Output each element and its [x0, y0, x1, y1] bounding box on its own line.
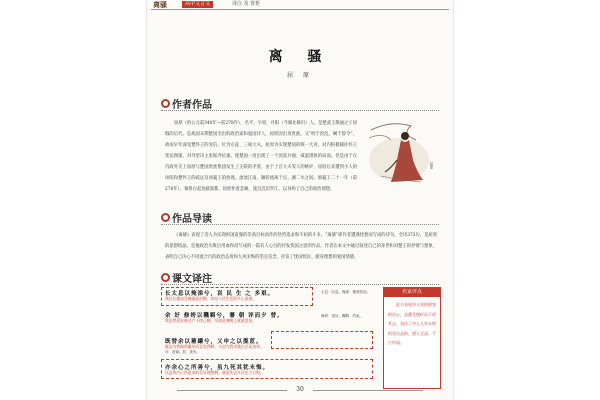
section-bullet-icon [161, 99, 170, 108]
side-note: 谇：进谏。替：废弃。 [165, 350, 200, 354]
series-badge: 高中文言文 [182, 1, 213, 8]
series-subtitle: 译注 及 赏析 [232, 1, 261, 7]
page-title: 离 骚 [268, 49, 332, 65]
verse-text: 长太息以掩涕兮，哀 民 生 之 多艰。 [165, 291, 275, 297]
section-heading-notes [161, 270, 212, 284]
commentary-sidebar [383, 287, 441, 389]
verse-text: 余 好 修姱以鞿羁兮，謇 朝 谇而夕 替。 [165, 313, 284, 319]
book-page [147, 0, 453, 400]
section-heading-label: 作者作品 [172, 99, 212, 111]
author-works-text: 屈原（约公元前340年—前278年），名平，字原，丹阳（今湖北秭归）人。是楚武王熊通之子屈瑕的后代。是战国末期楚国杰出的政治家和爱国诗人，屈原因出身贵族，又“明于治乱，娴于辞令”，故而早年深受楚怀王的宠信，位为左徒、三闾大夫。屈原为实现楚国的统一大业，对内积极辅佐怀王变法图强，对外坚决主张联齐抗秦。使楚国一度出现了一个国富兵强、威震诸侯的局面。但是由于在内政外交上屈原与楚国贵族集团发生了尖锐的矛盾，由于上官大夫等人的嫉妒，屈原后来遭到小人的诬陷和楚怀王的疏远及项襄王的放逐。流放江南，辗转流离于沅、湘二水之间。顷襄王二十一年（前278年），秦将白起攻破郢都，屈原怀着悲痛，遂自沉汨罗江，以身殉了自己的政治理想。 [165, 121, 357, 192]
section-bullet-icon [161, 213, 170, 222]
section-heading-author-works [161, 96, 212, 110]
verse-text: 亦余心之所善兮，虽九死其犹未悔。 [165, 365, 270, 371]
qu-yuan-illustration [361, 110, 437, 188]
annotated-verse-area [161, 285, 377, 390]
page-number: 30 [296, 386, 304, 393]
guide-text: 《离骚》表现了诗人为实现祖国富强的崇高目标而作的热烈追求和不屈的斗争。“离骚”即作者遭遇忧愁而写成的诗句。全诗373句，是屈原的思想结晶。是他政治失败后用血和泪写成的一篇有人心目的抒发忧国之思的作品。作者在本文中通过叙述自己的身世和对楚王的抒情与想象，表明自己决心不同流合污的政治态度和九死未悔的坚定信念，抒发了忧国忧民、献身理想的爱国情感。 [165, 233, 437, 260]
verse-translation: 我虽然爱好修洁严于律己啊，早晨进谏晚上就被罢免。 [165, 318, 257, 323]
verse-translation: 既因为我佩带蕙草而罢免我啊，又因为我采集白芷而加罪。 [165, 344, 264, 349]
verse-line [161, 363, 377, 376]
verse-translation: 这是我内心所追求的美好理想啊，就是死去多次也不后悔。 [165, 370, 264, 375]
side-note: 太息：叹息。掩涕：掩面拭泪。 [321, 290, 370, 294]
sidebar-text: 此节表现诗人坚持理想的决心，虽遭受挫折而不改其志，表达了诗人九死未悔的坚贞品格，感人至深，千古传诵。 [388, 302, 436, 345]
section-rule [161, 224, 439, 225]
series-logo: 离骚 [153, 0, 167, 9]
section-heading-guide [161, 210, 212, 224]
section-heading-label: 课文译注 [172, 273, 212, 285]
verse-text: 既替余以蕙纕兮，又申之以揽茝。 [165, 339, 263, 345]
author-name: 屈 原 [287, 72, 313, 79]
sidebar-title: 名家评点 [384, 288, 440, 297]
section-heading-label: 作品导读 [172, 213, 212, 225]
header-rule [151, 9, 449, 10]
page-header [147, 0, 453, 10]
section-bullet-icon [161, 273, 170, 282]
side-note: 修姱：美好。鞿羁：约束。 [321, 314, 363, 318]
verse-translation: 我长长地叹息掩面流泪啊，哀叹人民生活的多么艰难。 [165, 296, 257, 301]
figure-caption: 屈原 [430, 162, 434, 169]
